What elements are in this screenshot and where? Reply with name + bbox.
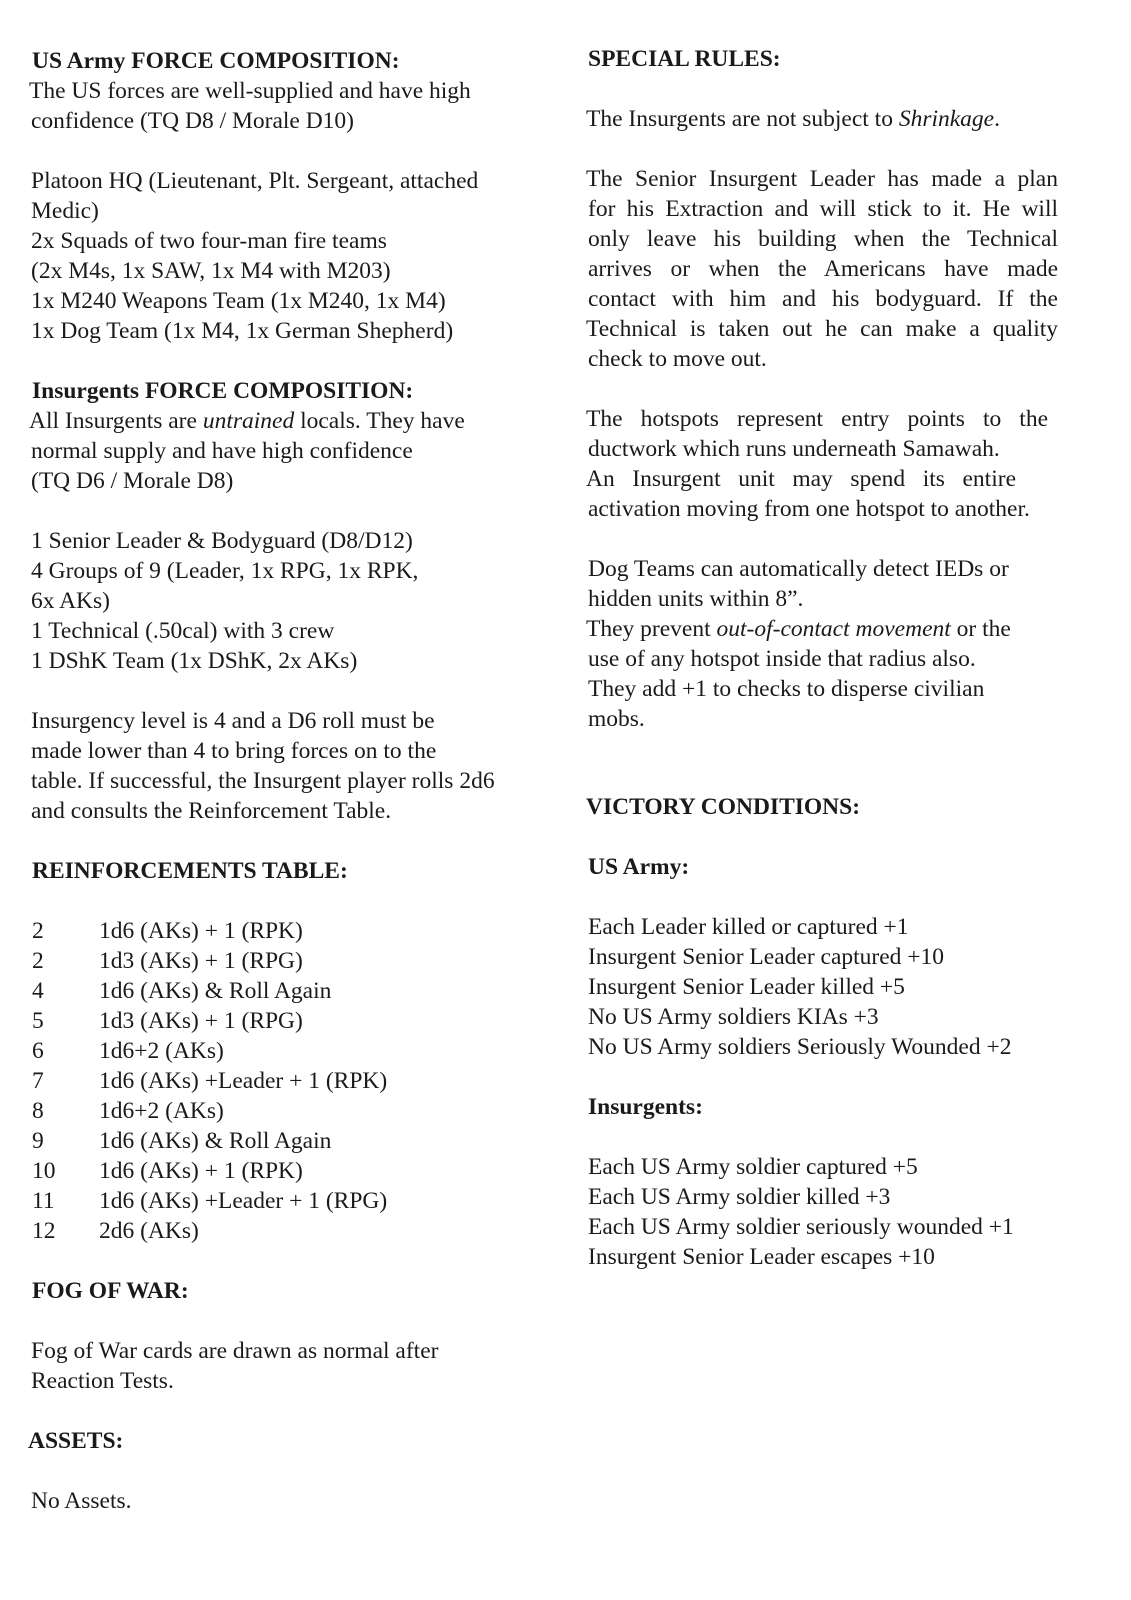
us-force-intro-line: The US forces are well-supplied and have high xyxy=(29,78,471,104)
roll-value: 6 xyxy=(32,1038,44,1064)
rule-line: ductwork which runs underneath Samawah. xyxy=(588,436,1000,462)
list-item: Each US Army soldier killed +3 xyxy=(588,1184,891,1210)
table-row xyxy=(32,1036,532,1066)
table-row xyxy=(32,1156,532,1186)
roll-result: 1d6 (AKs) + 1 (RPK) xyxy=(99,918,303,944)
list-item: Each US Army soldier captured +5 xyxy=(588,1154,918,1180)
list-item: Insurgent Senior Leader captured +10 xyxy=(588,944,945,970)
assets-heading: ASSETS: xyxy=(28,1428,124,1454)
assets-text: No Assets. xyxy=(31,1488,132,1514)
shrinkage-emphasis: Shrinkage xyxy=(898,106,995,132)
insurgency-line: and consults the Reinforcement Table. xyxy=(31,798,392,824)
shrinkage-post: . xyxy=(994,106,1000,132)
rule-line: They add +1 to checks to disperse civilian xyxy=(588,676,985,702)
rule-line: check to move out. xyxy=(588,346,767,372)
rule-line: hidden units within 8”. xyxy=(588,586,804,612)
us-unit-line: 1x Dog Team (1x M4, 1x German Shepherd) xyxy=(31,318,454,344)
roll-value: 7 xyxy=(32,1068,44,1094)
shrinkage-rule xyxy=(586,104,1000,134)
roll-result: 1d6 (AKs) +Leader + 1 (RPK) xyxy=(99,1068,388,1094)
insurgent-unit-line: 1 DShK Team (1x DShK, 2x AKs) xyxy=(31,648,358,674)
dogs-post: or the xyxy=(950,616,1011,642)
fog-of-war-text xyxy=(31,1336,438,1396)
list-item: Insurgent Senior Leader escapes +10 xyxy=(588,1244,935,1270)
us-army-victory-list xyxy=(588,912,1011,1062)
insurgent-force-units xyxy=(31,526,418,676)
insurgent-force-intro xyxy=(29,406,465,496)
list-item: Each US Army soldier seriously wounded +1 xyxy=(588,1214,1014,1240)
special-rules-heading: SPECIAL RULES: xyxy=(588,46,781,72)
shrinkage-pre: The Insurgents are not subject to xyxy=(586,106,899,132)
us-unit-line: (2x M4s, 1x SAW, 1x M4 with M203) xyxy=(31,258,391,284)
insurgents-victory-list xyxy=(588,1152,1014,1272)
insurgency-line: made lower than 4 to bring forces on to the xyxy=(31,738,437,764)
rule-line: use of any hotspot inside that radius also. xyxy=(588,646,976,672)
rule-line: The hotspots represent entry points to the xyxy=(586,406,1048,432)
roll-value: 12 xyxy=(32,1218,56,1244)
us-force-units xyxy=(31,166,478,346)
rule-line: for his Extraction and will stick to it. He will xyxy=(588,196,1058,222)
dogs-pre: They prevent xyxy=(586,616,717,642)
dog-teams-rule xyxy=(588,554,1011,734)
rule-line: arrives or when the Americans have made xyxy=(588,256,1058,282)
list-item: No US Army soldiers Seriously Wounded +2 xyxy=(588,1034,1012,1060)
leader-plan-rule xyxy=(586,164,1058,374)
table-row xyxy=(32,1096,532,1126)
us-unit-line: 1x M240 Weapons Team (1x M240, 1x M4) xyxy=(31,288,446,314)
insurgent-intro-post: locals. They have xyxy=(294,408,465,434)
rule-line: mobs. xyxy=(588,706,645,732)
roll-value: 9 xyxy=(32,1128,44,1154)
roll-result: 1d3 (AKs) + 1 (RPG) xyxy=(99,1008,303,1034)
victory-conditions-heading: VICTORY CONDITIONS: xyxy=(586,794,861,820)
insurgent-intro-line: normal supply and have high confidence xyxy=(31,438,413,464)
table-row xyxy=(32,1126,532,1156)
rule-line: An Insurgent unit may spend its entire xyxy=(586,466,1016,492)
roll-value: 2 xyxy=(32,948,44,974)
table-row xyxy=(32,946,532,976)
roll-result: 1d6+2 (AKs) xyxy=(99,1098,224,1124)
us-unit-line: 2x Squads of two four-man fire teams xyxy=(31,228,387,254)
insurgent-intro-line xyxy=(29,406,465,436)
insurgent-unit-line: 6x AKs) xyxy=(31,588,110,614)
list-item: No US Army soldiers KIAs +3 xyxy=(588,1004,879,1030)
us-unit-line: Medic) xyxy=(31,198,99,224)
reinforcements-table xyxy=(32,916,532,1246)
fog-line: Fog of War cards are drawn as normal after xyxy=(31,1338,439,1364)
insurgent-unit-line: 1 Senior Leader & Bodyguard (D8/D12) xyxy=(31,528,413,554)
insurgency-line: table. If successful, the Insurgent player rolls 2d6 xyxy=(31,768,495,794)
insurgency-line: Insurgency level is 4 and a D6 roll must be xyxy=(31,708,435,734)
dogs-emphasis: out-of-contact movement xyxy=(716,616,951,642)
insurgent-force-heading: Insurgents FORCE COMPOSITION: xyxy=(32,378,414,404)
roll-value: 8 xyxy=(32,1098,44,1124)
rule-line: activation moving from one hotspot to another. xyxy=(588,496,1030,522)
roll-result: 1d6 (AKs) & Roll Again xyxy=(99,1128,332,1154)
roll-result: 1d6 (AKs) & Roll Again xyxy=(99,978,332,1004)
insurgent-intro-line: (TQ D6 / Morale D8) xyxy=(31,468,234,494)
insurgent-intro-pre: All Insurgents are xyxy=(29,408,203,434)
roll-result: 1d6 (AKs) +Leader + 1 (RPG) xyxy=(99,1188,388,1214)
insurgent-unit-line: 1 Technical (.50cal) with 3 crew xyxy=(31,618,335,644)
insurgent-intro-emphasis: untrained xyxy=(202,408,295,434)
table-row xyxy=(32,976,532,1006)
roll-result: 2d6 (AKs) xyxy=(99,1218,199,1244)
roll-value: 10 xyxy=(32,1158,56,1184)
rule-line: Technical is taken out he can make a quality xyxy=(586,316,1058,342)
rule-line: The Senior Insurgent Leader has made a plan xyxy=(586,166,1058,192)
roll-result: 1d6+2 (AKs) xyxy=(99,1038,224,1064)
insurgents-victory-heading: Insurgents: xyxy=(588,1094,703,1120)
table-row xyxy=(32,1186,532,1216)
table-row xyxy=(32,1006,532,1036)
us-force-intro xyxy=(29,76,471,136)
us-force-heading: US Army FORCE COMPOSITION: xyxy=(32,48,400,74)
rule-line: Dog Teams can automatically detect IEDs or xyxy=(588,556,1009,582)
fog-of-war-heading: FOG OF WAR: xyxy=(32,1278,189,1304)
insurgent-unit-line: 4 Groups of 9 (Leader, 1x RPG, 1x RPK, xyxy=(31,558,419,584)
roll-result: 1d3 (AKs) + 1 (RPG) xyxy=(99,948,303,974)
fog-line: Reaction Tests. xyxy=(31,1368,174,1394)
us-army-victory-heading: US Army: xyxy=(588,854,690,880)
insurgency-level-text xyxy=(31,706,495,826)
rule-line: only leave his building when the Technical xyxy=(588,226,1058,252)
list-item: Insurgent Senior Leader killed +5 xyxy=(588,974,905,1000)
table-row xyxy=(32,1216,532,1246)
table-row xyxy=(32,916,532,946)
reinforcements-heading: REINFORCEMENTS TABLE: xyxy=(32,858,348,884)
table-row xyxy=(32,1066,532,1096)
roll-value: 2 xyxy=(32,918,44,944)
roll-value: 4 xyxy=(32,978,44,1004)
roll-result: 1d6 (AKs) + 1 (RPK) xyxy=(99,1158,303,1184)
hotspots-rule xyxy=(586,404,1080,524)
roll-value: 11 xyxy=(32,1188,55,1214)
roll-value: 5 xyxy=(32,1008,44,1034)
rule-line xyxy=(586,614,1011,644)
us-force-intro-line: confidence (TQ D8 / Morale D10) xyxy=(31,108,355,134)
list-item: Each Leader killed or captured +1 xyxy=(588,914,909,940)
us-unit-line: Platoon HQ (Lieutenant, Plt. Sergeant, attached xyxy=(31,168,479,194)
rule-line: contact with him and his bodyguard. If the xyxy=(588,286,1058,312)
